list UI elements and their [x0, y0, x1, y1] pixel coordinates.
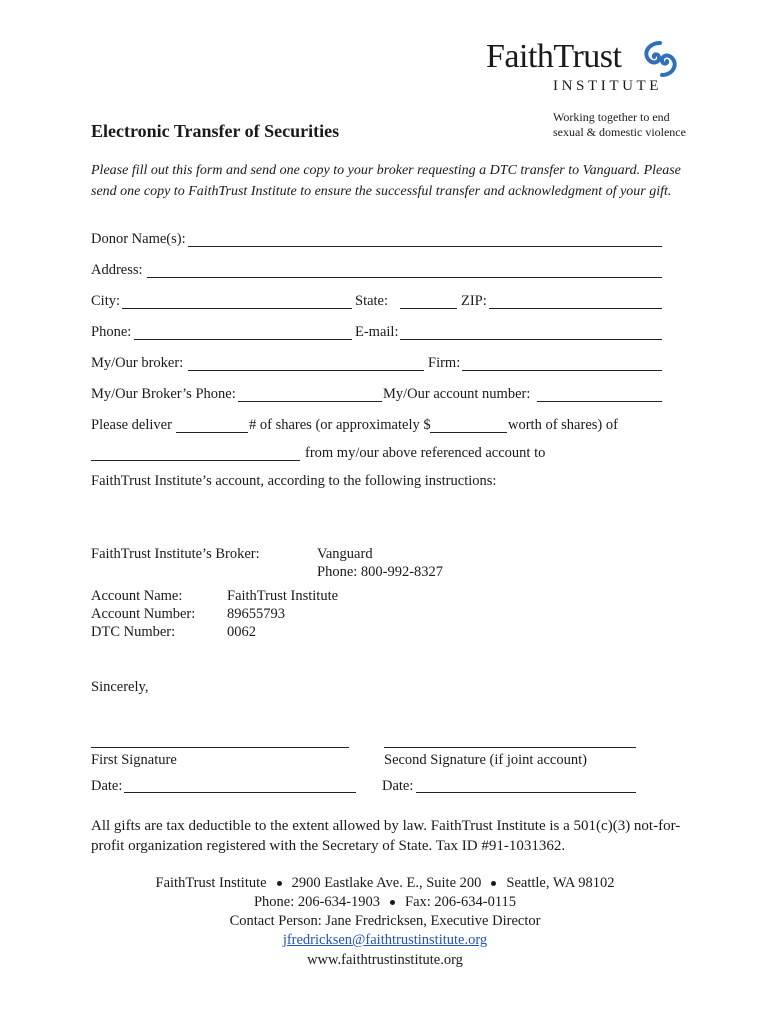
firm-label: Firm:	[428, 355, 461, 371]
instructions-intro: FaithTrust Institute’s account, according to the following instructions:	[91, 473, 497, 489]
footer-email-link[interactable]: jfredricksen@faithtrustinstitute.org	[282, 932, 488, 948]
dtc-number-value: 0062	[227, 624, 256, 640]
footer-street: 2900 Eastlake Ave. E., Suite 200	[291, 875, 482, 891]
page-title: Electronic Transfer of Securities	[91, 121, 340, 141]
phone-field[interactable]	[134, 339, 352, 340]
city-field[interactable]	[122, 308, 352, 309]
date-label-2: Date:	[382, 778, 414, 794]
state-field[interactable]	[400, 308, 457, 309]
state-label: State:	[355, 293, 389, 309]
ft-broker-label: FaithTrust Institute’s Broker:	[91, 546, 260, 562]
broker-field[interactable]	[188, 370, 424, 371]
account-number-field[interactable]	[537, 401, 662, 402]
logo-tagline-2: sexual & domestic violence	[553, 125, 686, 139]
firm-field[interactable]	[462, 370, 662, 371]
address-label: Address:	[91, 262, 143, 278]
first-signature-label: First Signature	[91, 752, 177, 768]
logo-wordmark: FaithTrust	[486, 38, 622, 75]
account-number-label: My/Our account number:	[383, 386, 531, 402]
account-source-text: from my/our above referenced account to	[305, 445, 546, 461]
date-label-1: Date:	[91, 778, 123, 794]
ft-broker-phone: Phone: 800-992-8327	[317, 564, 444, 580]
donor-names-field[interactable]	[188, 246, 662, 247]
worth-text: worth of shares) of	[508, 417, 618, 433]
account-name-value: FaithTrust Institute	[227, 588, 339, 604]
phone-label: Phone:	[91, 324, 132, 340]
ft-account-number-value: 89655793	[227, 606, 285, 622]
account-name-label: Account Name:	[91, 588, 183, 604]
second-signature-line[interactable]	[384, 747, 636, 748]
footer-fax: Fax: 206-634-0115	[405, 894, 517, 910]
email-field[interactable]	[400, 339, 662, 340]
city-label: City:	[91, 293, 121, 309]
broker-label: My/Our broker:	[91, 355, 184, 371]
first-signature-line[interactable]	[91, 747, 349, 748]
logo-tagline-1: Working together to end	[553, 110, 670, 124]
ft-account-number-label: Account Number:	[91, 606, 196, 622]
footer-contact: Contact Person: Jane Fredricksen, Executive Director	[229, 913, 541, 929]
broker-phone-label: My/Our Broker’s Phone:	[91, 386, 236, 402]
bullet-icon	[390, 900, 395, 905]
deliver-label: Please deliver	[91, 417, 172, 433]
donor-names-label: Donor Name(s):	[91, 231, 186, 247]
tax-note: All gifts are tax deductible to the extent allowed by law. FaithTrust Institute is a 501(c)(3) not-for-profit organization registered with the Secretary of State. Tax ID #91-1031362.	[91, 818, 681, 854]
footer-address-line	[0, 874, 770, 893]
second-signature-label: Second Signature (if joint account)	[384, 752, 587, 768]
email-label: E-mail:	[355, 324, 399, 340]
zip-field[interactable]	[489, 308, 662, 309]
footer-phone-line	[0, 893, 770, 912]
date-field-2[interactable]	[416, 792, 636, 793]
zip-label: ZIP:	[461, 293, 487, 309]
shares-value-field[interactable]	[430, 432, 507, 433]
ft-broker-value: Vanguard	[317, 546, 373, 562]
security-name-field[interactable]	[91, 460, 300, 461]
footer-email-line	[0, 931, 770, 950]
shares-text: # of shares (or approximately $	[249, 417, 431, 433]
closing-text: Sincerely,	[91, 679, 149, 695]
swirl-logo-icon	[640, 40, 680, 78]
footer-website[interactable]: www.faithtrustinstitute.org	[307, 952, 463, 968]
broker-phone-field[interactable]	[238, 401, 382, 402]
shares-count-field[interactable]	[176, 432, 248, 433]
dtc-number-label: DTC Number:	[91, 624, 176, 640]
logo-institute: INSTITUTE	[553, 78, 663, 94]
footer-city: Seattle, WA 98102	[506, 875, 615, 891]
address-field[interactable]	[147, 277, 662, 278]
bullet-icon	[491, 881, 496, 886]
bullet-icon	[277, 881, 282, 886]
date-field-1[interactable]	[124, 792, 356, 793]
footer-org: FaithTrust Institute	[155, 875, 267, 891]
footer-phone: Phone: 206-634-1903	[253, 894, 381, 910]
intro-paragraph: Please fill out this form and send one copy to your broker requesting a DTC transfer to Vanguard. Please send one copy to FaithTrust Institute to ensure the successful transfer and acknowledgment of your gift.	[91, 163, 681, 199]
